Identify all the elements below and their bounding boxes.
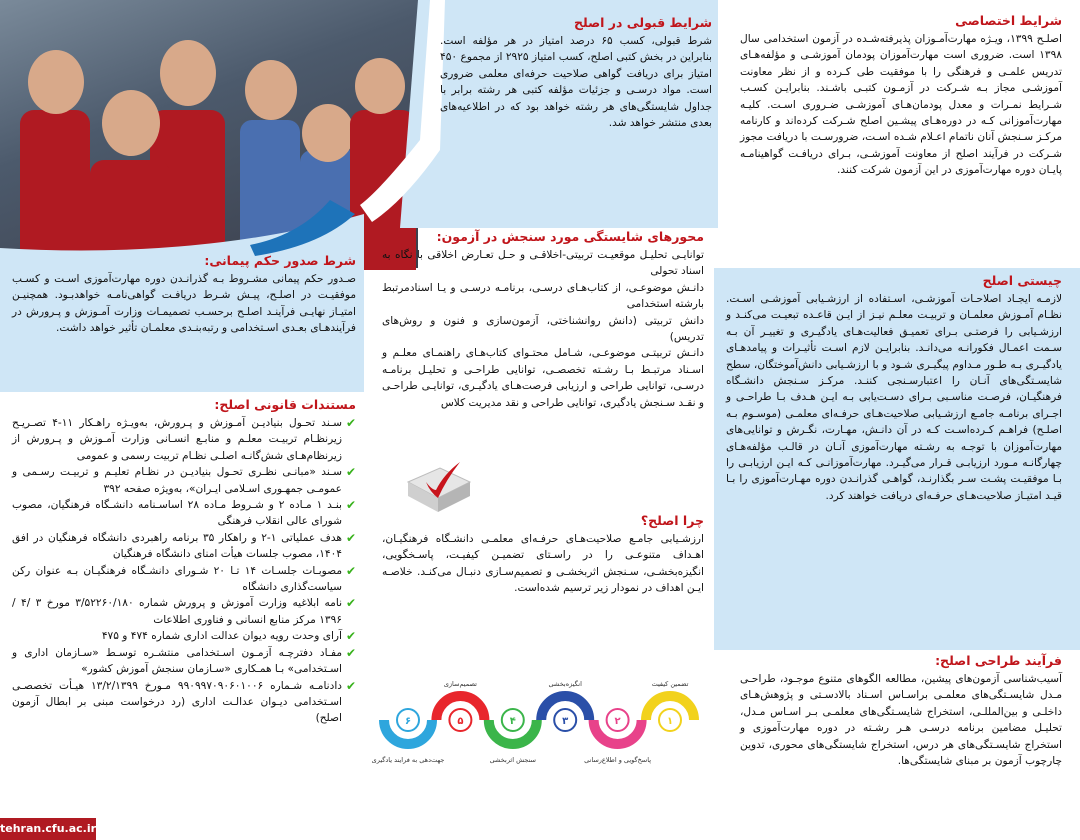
acceptance-section (440, 14, 712, 131)
legal-item: ✔ مفـاد دفترچـه آزمـون اسـتخدامی منتشـره توسـط «سـازمان اداری و اسـتخدامی» بـا همـکاری «سـازمان سنجش آموزش کشور» (12, 645, 356, 676)
check-icon: ✔ (345, 563, 356, 578)
competency-item: دانش تربیتی (دانش روانشناختی، آزمون‌سازی و فنون و روش‌های تدریس) (382, 314, 704, 344)
step-number: ۵ (457, 716, 464, 727)
legal-item: ✔ بنـد ۱ مـاده ۲ و شـروط مـاده ۲۸ اساسـنامه دانشـگاه فرهنگیان، مصوب شورای عالی انقلاب فرهنگی (12, 498, 356, 528)
check-icon: ✔ (345, 530, 356, 545)
check-icon: ✔ (345, 629, 356, 644)
design-process-body: آسیب‌شناسی آزمون‌های پیشین، مطالعه الگوهای متنوع موجـود، طراحـی مـدل شایسـتگی‌های معلمـی براسـاس اسـناد بالادسـتی و پژوهش‌هـای داخلـی و بین‌المللـی، استخراج شایسـتگی‌های معلمـی بـر اسـاس مـدل، تحلیـل مضامین برنامه درسـی هـر رشـته در دوره مهارت‌آموزی و استخراج شایسـتگی‌های هر درس، استخراج شایستگی‌های محوری، تدوین چارچوب آزمون بر مبنای شایستگی‌ها. (740, 673, 1062, 768)
step-title: پاسخ‌گویی و اطلاع‌رسانی (584, 756, 652, 764)
check-icon: ✔ (345, 596, 356, 611)
legal-title: مستندات قانونی اصلح: (214, 397, 356, 412)
special-conditions-body: اصلـح ۱۳۹۹، ویـژه مهارت‌آمـوزان پذیرفته‌شـده در آزمون استخدامی سال ۱۳۹۸ است. ضروری است مهارت‌آموزان پودمان آموزشـی و مؤلفه‌هـای تدریس علمـی و فرهنگی را با موفقیت طی کـرده و از نظر معاونت آموزشـی مجاز بـه شـرکت در آزمـون کتبـی باشـند. بنابرایـن کسـب شـرایط نمـرات و معدل پودمان‌هـای آموزشـی ضـروری اسـت. کلیـه مهارت‌آموزانی کـه در دوره‌هـای پیشـین اصلح شـرکت کرده‌اند و کارنامه مرکـز سـنجش آنان ناتمام اعـلام شـده اسـت، ضرورسـت با دریافت مجوز شـرکت در فرآیند اصلح از معاونت آموزشـی، بـرای دریافـت گواهینامـه پایـان دوره مهارت‌آموزی در این آزمون شرکت کنند. (740, 33, 1062, 177)
what-is-section (726, 272, 1062, 504)
why-title: چرا اصلح؟ (640, 513, 704, 528)
design-process-title: فرآیند طراحی اصلح: (935, 653, 1062, 668)
step-title: تضمین کیفیت (651, 680, 689, 688)
check-icon: ✔ (345, 678, 356, 693)
special-conditions-section (740, 12, 1062, 179)
step-number: ۳ (562, 716, 569, 727)
check-icon: ✔ (345, 416, 356, 430)
step-number: ۲ (614, 716, 621, 727)
step-number: ۱ (666, 716, 674, 727)
verdict-section (12, 252, 356, 337)
why-body: ارزشـیابی جامـع صلاحیت‌هـای حرفـه‌ای معلمـی دانشـگاه فرهنگیـان، اهـداف متنوعـی را در راسـتای تضمیـن کیفیـت، پاسـخگویی، انگیزه‌بخشـی، سـنجش اثربخشـی و تصمیم‌سـازی دنبـال می‌کنـد. خلاصـه ایـن اهداف در نمودار زیر ترسیم شده‌است. (382, 533, 704, 595)
legal-item: ✔ هدف عملیاتی ۱-۲ و راهکار ۳۵ برنامه راهبردی دانشگاه فرهنگیان در افق ۱۴۰۴، مصوب جلسات هیأت امنای دانشگاه فرهنگیان (12, 530, 356, 561)
why-section (382, 512, 704, 597)
checkmark-box-icon (404, 460, 474, 516)
goals-process-diagram (371, 652, 698, 822)
step-number: ۶ (404, 716, 412, 727)
step-number: ۴ (509, 716, 516, 727)
competencies-section (382, 228, 704, 411)
acceptance-body: شرط قبولی، کسب ۶۵ درصد امتیاز در هر مؤلفه است. بنابراین در بخش کتبی اصلح، کسب امتیاز ۲۹۲۵ از مجموع ۴۵۰ امتیاز برای دریافت گواهی صلاحیت حرفه‌ای معلمی ضروری است. مواد درسـی و جزئیات مؤلفه کتبی هر رشته برابر با جداول شایستگی‌های هر رشته خواهد بود که در اطلاعیه‌های بعدی منتشر خواهد شد. (440, 35, 712, 130)
step-title: جهت‌دهی به فرایند یادگیری (371, 756, 445, 764)
legal-item: ✔ سـند تحـول بنیادیـن آمـوزش و پـرورش، به‌ویـژه راهـکار ۱۱-۴ تصـریـح زیرنظـام تربیـت معلـم و منابـع انسـانی وزارت آمـوزش و پـرورش از زیرنظام‌هـای شش‌گانـه اصلـی نظـام تربیت رسمی و عمومی (12, 416, 356, 462)
competency-item: توانایـی تحلیـل موقعیـت تربیتی-اخلاقـی و حـل تعـارض اخلاقی با نگاه به اسناد تحولی (382, 249, 704, 278)
what-is-title: چیستی اصلح (982, 273, 1062, 288)
legal-item: ✔ سـند «مبانـی نظـری تحـول بنیادیـن در نظـام تعلیـم و تربیـت رسـمی و عمومـی جمهـوری اسـلامی ایـران»، به‌ویژه صفحه ۳۹۲ (12, 465, 356, 495)
check-icon: ✔ (345, 498, 356, 513)
check-icon: ✔ (345, 645, 356, 660)
legal-item: ✔ مصوبـات جلسـات ۱۴ تـا ۲۰ شـورای دانشـگاه فرهنگیـان بـه عنوان رکن سیاست‌گذاری دانشگاه (12, 563, 356, 594)
legal-item: ✔ نامه ابلاغیه وزارت آموزش و پرورش شماره ۳/۵۲۲۶۰/۱۸۰ مورخ ۳ /۴ /۱۳۹۶ مرکز منابع انسانی و فناوری اطلاعات (12, 596, 356, 626)
step-title: سنجش اثربخشی (489, 756, 536, 764)
design-process-section (740, 652, 1062, 769)
competency-item: دانـش تربیتـی موضوعـی، شـامل محتـوای کتاب‌هـای راهنمـای معلـم و اسـناد مرتبـط بـا رشـته تخصصـی، توانایی طراحـی و تحلیـل برنامـه درسـی، توانایی طراحی و ارزیابی فرصت‌هـای یادگیـری، توانایـی طراحـی و نقـد سـنجش یادگیری، توانایی طراحی و نقد مدیریت کلاس (382, 347, 704, 409)
competency-item: دانـش موضوعـی، از کتاب‌هـای درسـی، برنامـه درسـی و یـا اسنادمرتبط بارشته استخدامی (382, 281, 704, 311)
legal-item: ✔ دادنامـه شـماره ۹۹۰۹۹۷۰۹۰۶۰۱۰۰۶ مـورخ ۱۳/۲/۱۳۹۹ هیـأت تخصصـی اسـتخدامی دیـوان عدالـت اداری (رد درخواست مبنی بر ابطال آزمون اصلح) (12, 678, 356, 725)
step-title: تصمیم‌سازی (443, 680, 477, 688)
legal-list (12, 415, 356, 727)
site-url-label[interactable]: tehran.cfu.ac.ir (0, 818, 96, 840)
acceptance-title: شرایط قبولی در اصلح (573, 15, 712, 30)
competencies-title: محورهای شایستگی مورد سنجش در آزمون: (436, 229, 704, 244)
verdict-title: شرط صدور حکم پیمانی: (204, 253, 356, 268)
special-conditions-title: شرایط اختصاصی (955, 13, 1062, 28)
check-icon: ✔ (345, 465, 356, 480)
legal-item: ✔ آرای وحدت رویه دیوان عدالت اداری شماره ۴۷۴ و ۴۷۵ (101, 629, 356, 644)
legal-section (12, 396, 356, 727)
verdict-body: صـدور حکم پیمانی مشـروط بـه گذرانـدن دوره مهارت‌آموزی اسـت و کسـب موفقیـت در اصلـح، پیـش شـرط دریافـت گواهی‌نامـه خواهدبـود. همچنیـن امتیـاز نهایـی فرآینـد اصلـح برحسـب تصمیمـات وزارت آمـوزش و پـرورش در فرآیندهـای بعـدی اسـتخدامی و رتبه‌بنـدی معلمـان تأثیر خواهد داشت. (12, 273, 356, 335)
what-is-body: لازمـه ایجـاد اصلاحـات آموزشـی، اسـتفاده از ارزشـیابی آموزشـی اسـت. نظـام آمـوزش معلمـان و تربیـت معلـم نیـز از ایـن قاعـده تبعیـت می‌کنـد و ارزشـیابی را فرصتـی بـرای تعمیـق فعالیت‌هـای یادگیـری و تغییـر آن بـه سـمت اعمـال فکورانـه می‌دانـد. بنابرایـن لازم اسـت تأثیـرات و پیامدهـای یادگیـری بـه طـور مـداوم پیگیـری شـود و با ارزشـیابی دانش‌آموختگان، سطح شایسـتگی‌های آنـان را اعتبارسـنجی کننـد. مرکـز سـنجش دانشـگاه فرهنگیـان، فرصـت مناسـبی بـرای دسـت‌یابی بـه ایـن هـدف بـا طراحـی و اجـرای برنامـه جامـع ارزشـیابی صلاحیت‌هـای حرفـه‌ای معلمـی (موسـوم بـه اصلـح) فراهـم کـرده‌اسـت کـه در آن دانـش، مهـارت، نگـرش و توانایی‌های مهارت‌آموزان با توجـه به رشـته مهارت‌آموزی آنـان در قالـب مؤلفه‌هـای چهارگانـه مـورد ارزیابـی قـرار می‌گیـرد. مهارت‌آموزانـی کـه ایـن ارزیابـی را بـا موفقیـت پشـت سـر بگذارنـد، گواهـی گذرانـدن دوره مهـارت‌آموزی را بـا قیـد امتیـاز صلاحیت‌هـای حرفـه‌ای دریافت خواهند کرد. (726, 293, 1062, 502)
step-title: انگیزه‌بخشی (548, 680, 582, 688)
